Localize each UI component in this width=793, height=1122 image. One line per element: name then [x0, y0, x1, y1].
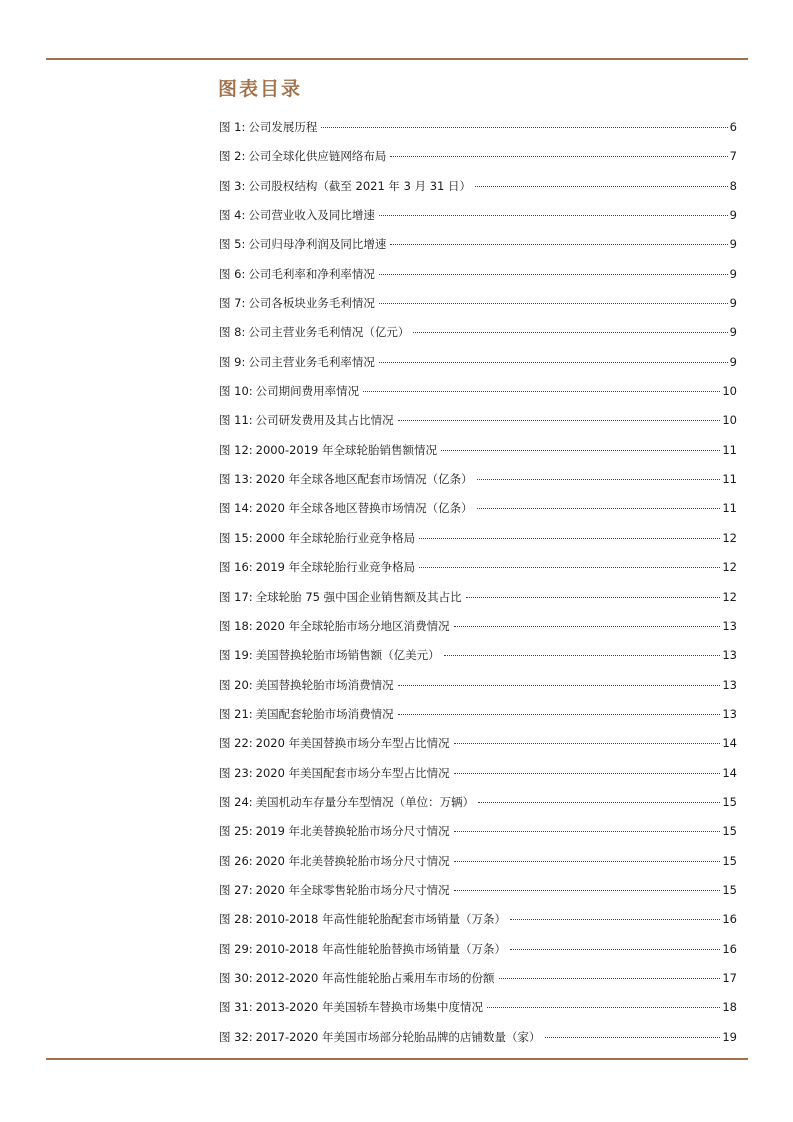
- toc-entry-title: 2020 年全球零售轮胎市场分尺寸情况: [255, 882, 450, 897]
- toc-entry-page-number: 9: [729, 208, 737, 223]
- toc-entry-page-number: 15: [722, 853, 737, 868]
- toc-entry-title: 全球轮胎 75 强中国企业销售额及其占比: [255, 589, 462, 604]
- toc-entry-page-number: 11: [722, 501, 737, 516]
- toc-entry-label: 图 23:: [219, 765, 253, 780]
- toc-entry-page-number: 14: [722, 765, 737, 780]
- footer-rule: [46, 1058, 748, 1060]
- toc-entry-label: 图 4:: [219, 208, 246, 223]
- toc-dot-leader: [390, 155, 727, 157]
- toc-dot-leader: [477, 478, 721, 480]
- toc-dot-leader: [444, 654, 721, 656]
- toc-entry-page-number: 15: [722, 882, 737, 897]
- toc-entry-page-number: 8: [729, 178, 737, 193]
- toc-entry-label: 图 32:: [219, 1029, 253, 1044]
- toc-entry-title: 公司研发费用及其占比情况: [255, 413, 394, 428]
- toc-entry[interactable]: [219, 260, 737, 289]
- toc-entry-title: 公司归母净利润及同比增速: [248, 237, 387, 252]
- toc-entry-page-number: 9: [729, 266, 737, 281]
- toc-entry-label: 图 31:: [219, 1000, 253, 1015]
- toc-entry-label: 图 27:: [219, 882, 253, 897]
- toc-entry-title: 2013-2020 年美国轿车替换市场集中度情况: [255, 1000, 484, 1015]
- toc-entry-title: 2020 年全球轮胎市场分地区消费情况: [255, 618, 450, 633]
- toc-entry-label: 图 1:: [219, 120, 246, 134]
- toc-dot-leader: [398, 713, 721, 715]
- toc-entry-label: 图 7:: [219, 296, 246, 311]
- toc-dot-leader: [545, 1036, 721, 1038]
- toc-dot-leader: [478, 801, 720, 803]
- toc-entry-label: 图 24:: [219, 794, 253, 809]
- toc-entry[interactable]: [219, 524, 737, 553]
- toc-entry-title: 美国替换轮胎市场消费情况: [255, 677, 394, 692]
- toc-dot-leader: [466, 596, 721, 598]
- toc-entry-page-number: 7: [729, 149, 737, 164]
- toc-entry-title: 2017-2020 年美国市场部分轮胎品牌的店铺数量（家）: [255, 1029, 541, 1044]
- toc-entry-title: 公司全球化供应链网络布局: [248, 149, 387, 164]
- toc-dot-leader: [477, 507, 721, 509]
- toc-entry-title: 2000 年全球轮胎行业竞争格局: [255, 530, 416, 545]
- toc-entry-page-number: 15: [722, 824, 737, 839]
- toc-entry-label: 图 9:: [219, 354, 246, 369]
- toc-entry-page-number: 11: [722, 442, 737, 457]
- toc-entry[interactable]: [219, 436, 737, 465]
- toc-entry-page-number: 9: [729, 325, 737, 340]
- toc-dot-leader: [419, 566, 720, 568]
- toc-entry-title: 2020 年美国配套市场分车型占比情况: [255, 765, 450, 780]
- toc-dot-leader: [379, 273, 728, 275]
- toc-entry[interactable]: [219, 817, 737, 846]
- toc-dot-leader: [321, 126, 727, 128]
- toc-entry[interactable]: [219, 348, 737, 377]
- toc-entry-label: 图 20:: [219, 677, 253, 692]
- toc-entry[interactable]: [219, 318, 737, 347]
- toc-entry-label: 图 22:: [219, 736, 253, 751]
- toc-entry[interactable]: [219, 759, 737, 788]
- toc-entry-page-number: 16: [722, 941, 737, 956]
- toc-entry-page-number: 14: [722, 736, 737, 751]
- toc-entry-page-number: 10: [722, 384, 737, 399]
- toc-entry[interactable]: [219, 1023, 737, 1052]
- toc-entry-label: 图 18:: [219, 618, 253, 633]
- toc-dot-leader: [398, 419, 721, 421]
- toc-entry-label: 图 25:: [219, 824, 253, 839]
- toc-entry-page-number: 6: [729, 120, 737, 134]
- toc-dot-leader: [379, 214, 728, 216]
- page-title: 图表目录: [218, 78, 303, 100]
- toc-entry-label: 图 13:: [219, 472, 253, 487]
- toc-dot-leader: [454, 772, 721, 774]
- toc-entry-title: 公司主营业务毛利率情况: [248, 354, 375, 369]
- toc-dot-leader: [379, 361, 728, 363]
- toc-entry-title: 2019 年全球轮胎行业竞争格局: [255, 560, 416, 575]
- toc-entry-label: 图 10:: [219, 384, 253, 399]
- toc-dot-leader: [390, 243, 727, 245]
- toc-entry[interactable]: [219, 964, 737, 993]
- toc-entry-title: 公司发展历程: [248, 120, 318, 134]
- toc-entry[interactable]: [219, 553, 737, 582]
- toc-entry-page-number: 9: [729, 354, 737, 369]
- toc-entry-title: 2010-2018 年高性能轮胎替换市场销量（万条）: [255, 941, 507, 956]
- toc-entry-label: 图 6:: [219, 266, 246, 281]
- toc-entry-label: 图 12:: [219, 442, 253, 457]
- header-rule: [46, 58, 748, 60]
- toc-dot-leader: [454, 889, 721, 891]
- toc-dot-leader: [454, 830, 721, 832]
- toc-entry-page-number: 10: [722, 413, 737, 428]
- toc-entry-page-number: 16: [722, 912, 737, 927]
- toc-entry[interactable]: [219, 847, 737, 876]
- toc-entry[interactable]: [219, 465, 737, 494]
- toc-entry-title: 2020 年北美替换轮胎市场分尺寸情况: [255, 853, 450, 868]
- toc-entry-title: 2012-2020 年高性能轮胎占乘用车市场的份额: [255, 970, 495, 985]
- toc-entry-title: 公司期间费用率情况: [255, 384, 360, 399]
- toc-entry[interactable]: [219, 993, 737, 1022]
- toc-entry-label: 图 14:: [219, 501, 253, 516]
- toc-entry[interactable]: [219, 172, 737, 201]
- toc-entry-title: 公司股权结构（截至 2021 年 3 月 31 日）: [248, 178, 472, 193]
- toc-entry-page-number: 17: [722, 970, 737, 985]
- toc-dot-leader: [413, 331, 727, 333]
- toc-entry-label: 图 3:: [219, 178, 246, 193]
- toc-entry-title: 美国替换轮胎市场销售额（亿美元）: [255, 648, 440, 663]
- toc-entry[interactable]: [219, 729, 737, 758]
- toc-entry-label: 图 15:: [219, 530, 253, 545]
- toc-entry[interactable]: [219, 113, 737, 142]
- toc-entry-page-number: 12: [722, 530, 737, 545]
- toc-entry[interactable]: [219, 876, 737, 905]
- toc-entry-title: 2019 年北美替换轮胎市场分尺寸情况: [255, 824, 450, 839]
- toc-entry-label: 图 17:: [219, 589, 253, 604]
- toc-entry[interactable]: [219, 201, 737, 230]
- toc-entry-label: 图 16:: [219, 560, 253, 575]
- toc-dot-leader: [363, 390, 720, 392]
- toc-entry-page-number: 13: [722, 677, 737, 692]
- toc-entry[interactable]: [219, 905, 737, 934]
- toc-entry-page-number: 12: [722, 560, 737, 575]
- toc-entry-label: 图 26:: [219, 853, 253, 868]
- toc-entry-page-number: 15: [722, 794, 737, 809]
- toc-dot-leader: [454, 860, 721, 862]
- toc-dot-leader: [475, 185, 728, 187]
- toc-entry[interactable]: [219, 700, 737, 729]
- toc-entry-page-number: 11: [722, 472, 737, 487]
- toc-entry-title: 2020 年全球各地区配套市场情况（亿条）: [255, 472, 473, 487]
- toc-entry-label: 图 19:: [219, 648, 253, 663]
- toc-entry[interactable]: [219, 142, 737, 171]
- toc-entry[interactable]: [219, 289, 737, 318]
- toc-entry-page-number: 13: [722, 648, 737, 663]
- toc-entry[interactable]: [219, 494, 737, 523]
- toc-entry-page-number: 13: [722, 618, 737, 633]
- toc-entry-title: 公司营业收入及同比增速: [248, 208, 375, 223]
- toc-entry[interactable]: [219, 788, 737, 817]
- toc-entry-title: 公司毛利率和净利率情况: [248, 266, 375, 281]
- toc-entry-title: 2000-2019 年全球轮胎销售额情况: [255, 442, 438, 457]
- toc-dot-leader: [419, 537, 720, 539]
- toc-entry[interactable]: [219, 641, 737, 670]
- toc-entry-label: 图 11:: [219, 413, 253, 428]
- toc-entry-label: 图 30:: [219, 970, 253, 985]
- toc-entry-label: 图 29:: [219, 941, 253, 956]
- toc-entry[interactable]: [219, 612, 737, 641]
- toc-entry[interactable]: [219, 406, 737, 435]
- toc-entry-label: 图 5:: [219, 237, 246, 252]
- toc-entry-label: 图 28:: [219, 912, 253, 927]
- toc-dot-leader: [454, 625, 721, 627]
- toc-dot-leader: [398, 684, 721, 686]
- toc-entry-label: 图 21:: [219, 706, 253, 721]
- toc-entry-label: 图 8:: [219, 325, 246, 340]
- toc-entry-title: 2010-2018 年高性能轮胎配套市场销量（万条）: [255, 912, 507, 927]
- toc-entry[interactable]: [219, 935, 737, 964]
- toc-entry[interactable]: [219, 230, 737, 259]
- figure-toc-list: [219, 113, 737, 1052]
- toc-entry-page-number: 12: [722, 589, 737, 604]
- toc-dot-leader: [487, 1006, 720, 1008]
- toc-dot-leader: [441, 449, 720, 451]
- toc-entry-page-number: 9: [729, 296, 737, 311]
- toc-entry-page-number: 19: [722, 1029, 737, 1044]
- toc-dot-leader: [510, 948, 720, 950]
- toc-dot-leader: [499, 977, 721, 979]
- toc-dot-leader: [379, 302, 728, 304]
- toc-dot-leader: [454, 742, 721, 744]
- toc-entry-page-number: 9: [729, 237, 737, 252]
- toc-entry-title: 美国配套轮胎市场消费情况: [255, 706, 394, 721]
- toc-entry-title: 2020 年全球各地区替换市场情况（亿条）: [255, 501, 473, 516]
- toc-entry-title: 2020 年美国替换市场分车型占比情况: [255, 736, 450, 751]
- toc-entry-page-number: 18: [722, 1000, 737, 1015]
- toc-entry-page-number: 13: [722, 706, 737, 721]
- toc-entry-title: 公司主营业务毛利情况（亿元）: [248, 325, 410, 340]
- toc-dot-leader: [510, 918, 720, 920]
- toc-entry[interactable]: [219, 377, 737, 406]
- toc-entry[interactable]: [219, 583, 737, 612]
- toc-entry-title: 公司各板块业务毛利情况: [248, 296, 375, 311]
- toc-entry-title: 美国机动车存量分车型情况（单位：万辆）: [255, 794, 475, 809]
- toc-entry-label: 图 2:: [219, 149, 246, 164]
- toc-entry[interactable]: [219, 671, 737, 700]
